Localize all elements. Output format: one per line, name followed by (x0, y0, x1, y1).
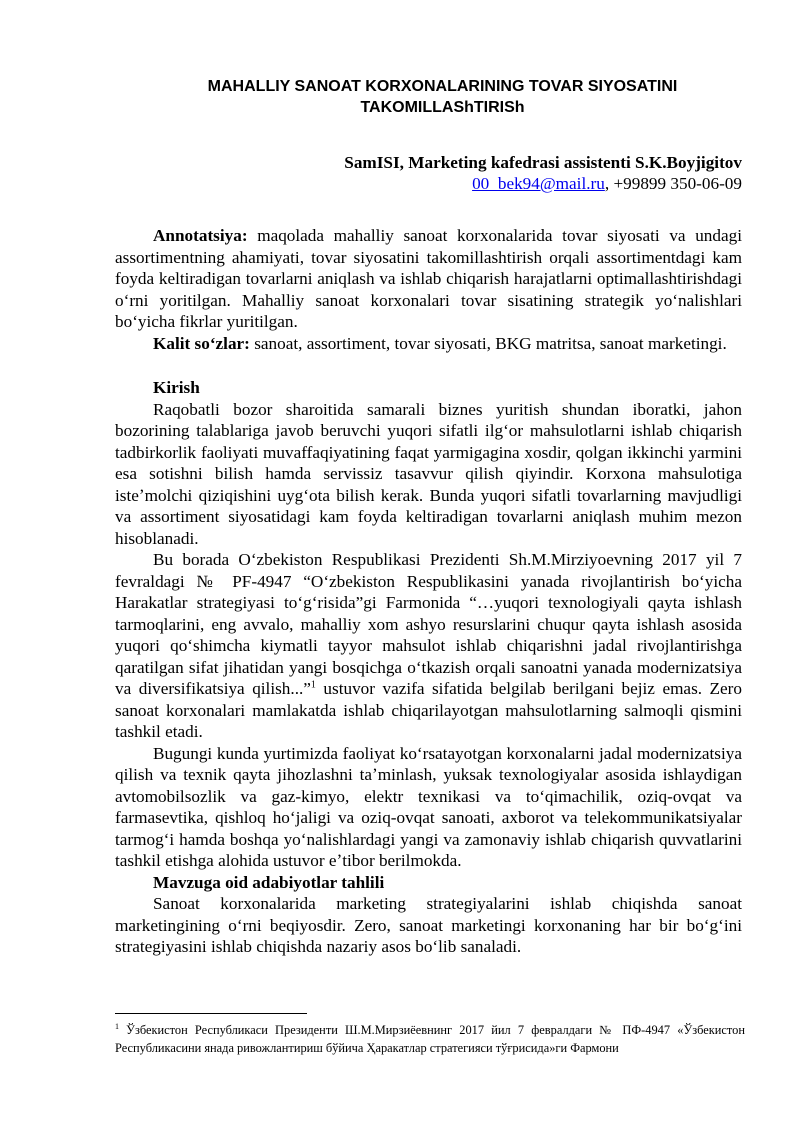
footnote-text: Ўзбекистон Республикаси Президенти Ш.М.Мирзиёевнинг 2017 йил 7 февралдаги № ПФ-4947 «Ўзбекистон Республикасини янада ривожлантириш бўйича Ҳаракатлар стратегияси тўғрисида»ги Фармони (115, 1023, 745, 1055)
intro-paragraph-3: Bugungi kunda yurtimizda faoliyat koʻrsatayotgan korxonalarni jadal modernizatsiya qilish va texnik qayta jihozlashni taʼminlash, yuksak texnologiyalar asosida ishlaydigan avtomobilsozlik va gaz-kimyo, elektr texnikasi va toʻqimachilik, oziq-ovqat va farmasevtika, qishloq hoʻjaligi va oziq-ovqat sanoati, axborot va telekommunikatsiyalar tarmogʻi hamda boshqa yoʻnalishlardagi yangi va zamonaviy ishlab chiqarish quvvatlarini tashkil etishga alohida ustuvor eʼtibor berilmokda. (115, 743, 742, 870)
section-heading-intro: Kirish (153, 378, 200, 397)
article-title: MAHALLIY SANOAT KORXONALARINING TOVAR SIYOSATINI TAKOMILLAShTIRISh (207, 78, 678, 116)
section-heading-literature: Mavzuga oid adabiyotlar tahlili (153, 872, 385, 892)
annotation-text: maqolada mahalliy sanoat korxonalarida tovar siyosati va undagi assortimentning ahamiyati, tovar siyosatini takomillashtirish orqali assortimentdagi kam foyda keltiradigan tovarlarni aniqlash va ishlab chiqarish harajatlarni optimallashtirishdagi oʻrni yoritilgan. Mahalliy sanoat korxonalari tovar sisatining strategik yoʻnalishlari boʻyicha fikrlar yuritilgan. (115, 226, 742, 331)
intro-paragraph-2-text-a: Bu borada Oʻzbekiston Respublikasi Prezidenti Sh.M.Mirziyoevning 2017 yil 7 fevraldagi № PF-4947 “Oʻzbekiston Respublikasini yanada rivojlantirish boʻyicha Harakatlar strategiyasi toʻgʻrisida”gi Farmonida “…yuqori texnologiyali qayta ishlash tarmoqlarini, eng avvalo, mahalliy xom ashyo resurslarini chuqur qayta ishlash asosida yuqori qoʻshimcha kiymatli tayyor mahsulot ishlab chiqarishni jadal rivojlantirishga qaratilgan sifat jihatidan yangi bosqichga oʻtkazish orqali sanoatni yanada modernizatsiya va diversifikatsiya qilish...” (115, 550, 742, 698)
footnote-mark: 1 (115, 1021, 119, 1031)
keywords-paragraph (115, 333, 742, 355)
intro-paragraph-2 (115, 549, 742, 743)
keywords-text: sanoat, assortiment, tovar siyosati, BKG matritsa, sanoat marketingi. (249, 333, 727, 353)
footnote-reference[interactable]: 1 (310, 679, 316, 691)
author-contact (115, 173, 742, 194)
footnote (115, 1021, 745, 1057)
keywords-label: Kalit soʻzlar: (153, 333, 250, 353)
intro-paragraph-2-text-b: ustuvor vazifa sifatida belgilab berilgani bejiz emas. Zero sanoat korxonalari mamlakatda ishlab chiqarilayotgan mahsulotlarning salmoqli qismini tashkil etadi. (115, 679, 742, 741)
author-phone: , +99899 350-06-09 (604, 174, 742, 193)
article (115, 76, 742, 958)
author-email-link[interactable]: 00_bek94@mail.ru (472, 174, 605, 193)
footnote-divider (115, 1013, 307, 1014)
annotation-label: Annotatsiya: (153, 226, 248, 245)
author-line: SamISI, Marketing kafedrasi assistenti S.K.Boyjigitov (344, 153, 742, 172)
annotation-paragraph (115, 225, 742, 333)
intro-paragraph-1: Raqobatli bozor sharoitida samarali biznes yuritish shundan iboratki, jahon bozorining talablariga javob beruvchi yuqori sifatli ilgʻor mahsulotlarni ishlab chiqarish tadbirkorlik faoliyati muvaffaqiyatining faqat yarmigagina xosdir, qolgan ikkinchi yarmini esa sotishni bilish hamda servissiz tasavvur qilish qiyindir. Korxona mahsulotiga isteʼmolchi qiziqishini uygʻota bilish kerak. Bunda yuqori sifatli tovarlarning mavjudligi va assortiment siyosatidagi kam foyda keltiradigan tovarlarni aniqlash muhim mezon hisoblanadi. (115, 399, 742, 548)
literature-paragraph-1: Sanoat korxonalarida marketing strategiyalarini ishlab chiqishda sanoat marketingining oʻrni beqiyosdir. Zero, sanoat marketingi korxonaning har bir boʻgʻini strategiyasini ishlab chiqishda nazariy asos boʻlib sanaladi. (115, 894, 742, 956)
